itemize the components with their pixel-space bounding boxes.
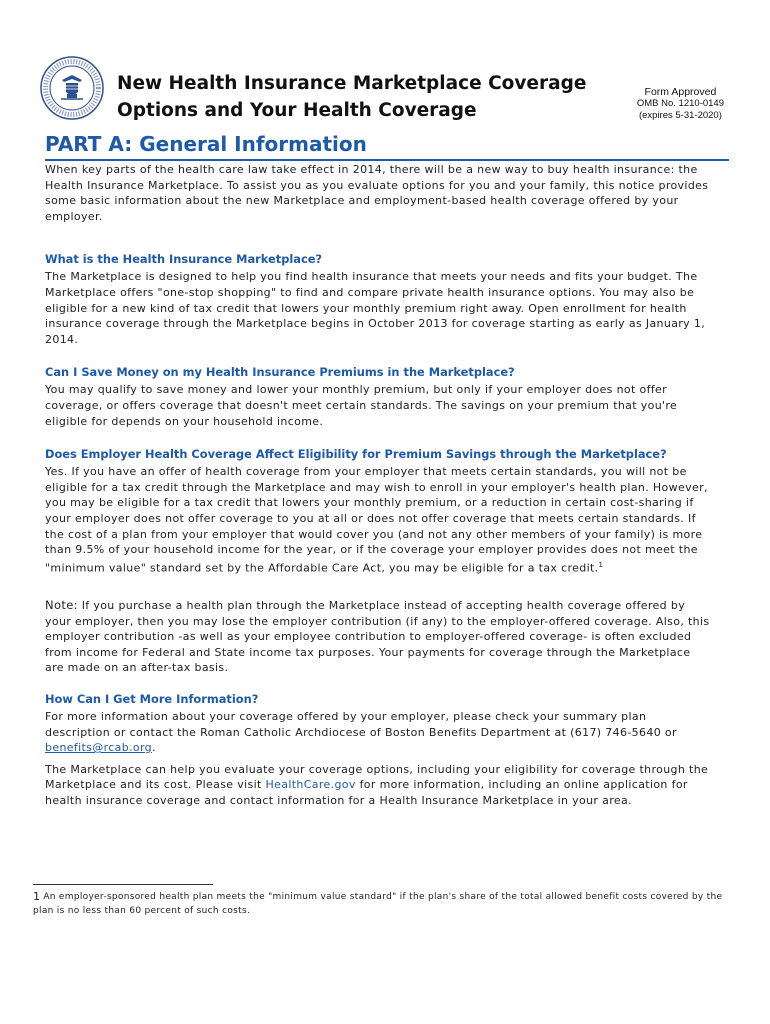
form-approval-block	[637, 86, 724, 122]
title-line-1: New Health Insurance Marketplace Coverage	[117, 73, 587, 94]
more-info-text-1: For more information about your coverage offered by your employer, please check your summary plan description or contact the Roman Catholic Archdiocese of Boston Benefits Department at (617) 746-5640 or	[45, 709, 677, 739]
benefits-email-link[interactable]: benefits@rcab.org	[45, 741, 153, 755]
employer-coverage-heading: Does Employer Health Coverage Affect Eligibility for Premium Savings through the Marketplace?	[45, 447, 667, 462]
intro-paragraph: When key parts of the health care law take effect in 2014, there will be a new way to buy health insurance: the Health Insurance Marketplace. To assist you as you evaluate options for you and your family, this notice provides some basic information about the new Marketplace and employment-based health coverage offered by your employer.	[45, 163, 709, 223]
notice-body	[45, 162, 713, 808]
what-is-marketplace-heading: What is the Health Insurance Marketplace?	[45, 252, 323, 267]
footnote	[33, 890, 723, 918]
section-divider	[45, 159, 729, 161]
expiration-date: (expires 5-31-2020)	[638, 110, 722, 121]
footnote-reference: 1	[598, 560, 604, 569]
footnote-text: An employer-sponsored health plan meets the "minimum value standard" if the plan's share of the total allowed benefit costs covered by the plan is no less than 60 percent of such costs.	[33, 892, 723, 916]
save-money-body: You may qualify to save money and lower your monthly premium, but only if your employer does not offer coverage, or offers coverage that doesn't meet certain standards. The savings on your premium that you're eligible for depends on your household income.	[45, 383, 678, 428]
footnote-number: 1	[33, 890, 41, 903]
healthcare-gov-link[interactable]: HealthCare.gov	[265, 778, 356, 792]
more-info-text-2: The Marketplace can help you evaluate your coverage options, including your eligibility for coverage through the Marketplace and its cost. Please visit	[45, 762, 709, 792]
department-of-labor-seal-icon	[40, 56, 104, 120]
form-approved-label: Form Approved	[644, 86, 717, 98]
save-money-heading: Can I Save Money on my Health Insurance Premiums in the Marketplace?	[45, 365, 515, 380]
more-info-body-2	[45, 762, 713, 809]
employer-coverage-text: Yes. If you have an offer of health coverage from your employer that meets certain standards, you will not be eligible for a tax credit through the Marketplace and may wish to enroll in your employer's health plan. However, you may be eligible for a tax credit that lowers your monthly premium, or a reduction in certain cost-sharing if your employer does not offer coverage to you at all or does not offer coverage that meets certain standards. If the cost of a plan from your employer that would cover you (and not any other members of your family) is more than 9.5% of your household income for the year, or if the coverage your employer provides does not meet the "minimum value" standard set by the Affordable Care Act, you may be eligible for a tax credit.	[45, 465, 708, 575]
more-info-text-1-end: .	[152, 741, 156, 755]
omb-number: OMB No. 1210-0149	[636, 98, 724, 109]
note-paragraph	[45, 598, 713, 676]
more-info-body-1	[45, 709, 713, 756]
footnote-divider	[33, 884, 213, 885]
notice-title	[117, 70, 586, 124]
more-info-heading: How Can I Get More Information?	[45, 691, 259, 706]
more-info-text-2-end: for more information, including an online application for health insurance coverage and contact information for a Health Insurance Marketplace in your area.	[45, 778, 688, 807]
note-body: If you purchase a health plan through the Marketplace instead of accepting health coverage offered by your employer, then you may lose the employer contribution (if any) to the employer-offered coverage. Also, this employer contribution -as well as your employee contribution to employer-offered coverage- is often excluded from income for Federal and State income tax purposes. Your payments for coverage through the Marketplace are made on an after-tax basis.	[45, 598, 710, 675]
title-line-2: Options and Your Health Coverage	[117, 100, 477, 121]
what-is-marketplace-body: The Marketplace is designed to help you find health insurance that meets your needs and fits your budget. The Marketplace offers "one-stop shopping" to find and compare private health insurance options. You may also be eligible for a new kind of tax credit that lowers your monthly premium right away. Open enrollment for health insurance coverage through the Marketplace begins in October 2013 for coverage starting as early as January 1, 2014.	[45, 270, 706, 346]
employer-coverage-body	[45, 464, 713, 576]
part-a-heading: PART A: General Information	[45, 132, 367, 156]
note-label: Note:	[45, 597, 78, 612]
